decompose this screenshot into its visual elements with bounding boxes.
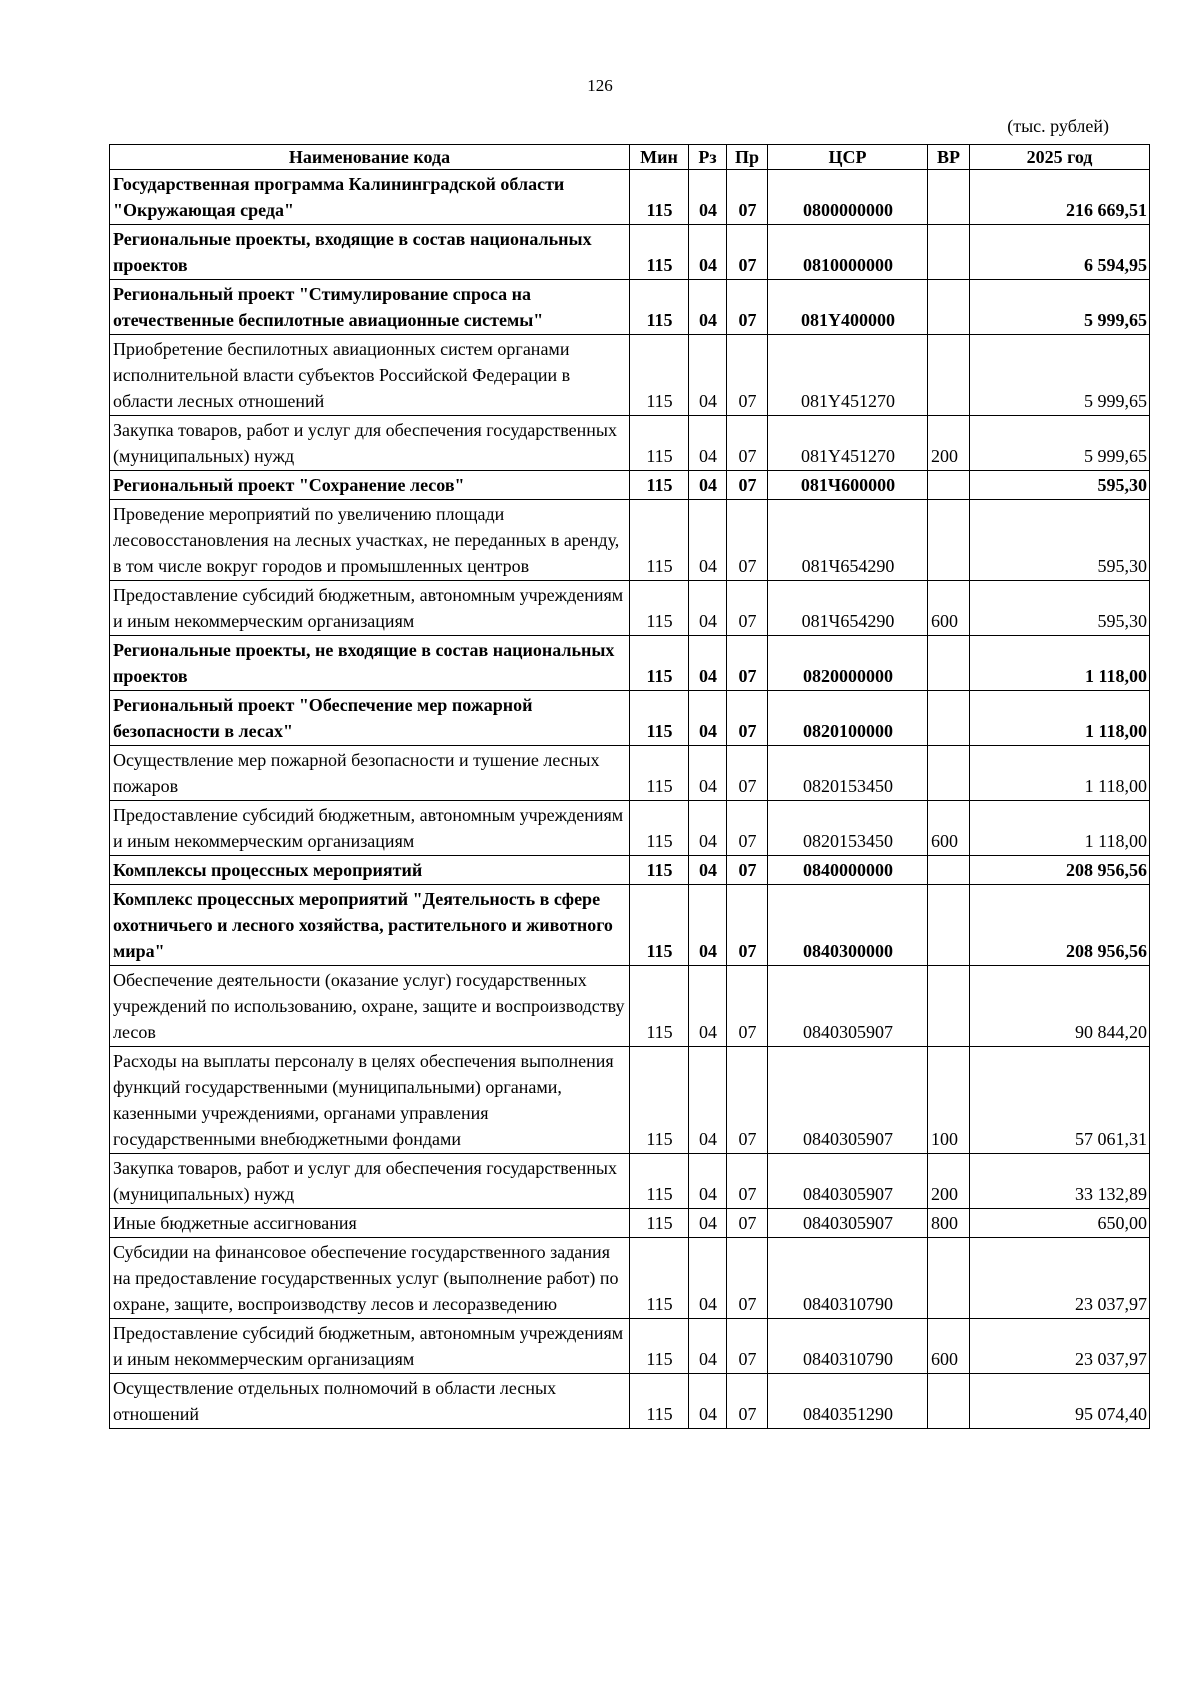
cell-amount: 1 118,00 xyxy=(970,636,1150,691)
cell-pr: 07 xyxy=(727,1154,768,1209)
cell-csr: 0820000000 xyxy=(768,636,928,691)
cell-csr: 081Ч654290 xyxy=(768,581,928,636)
cell-rz: 04 xyxy=(689,636,727,691)
cell-name: Региональные проекты, не входящие в состав национальных проектов xyxy=(110,636,630,691)
cell-amount: 1 118,00 xyxy=(970,691,1150,746)
units-note: (тыс. рублей) xyxy=(1007,116,1109,136)
cell-pr: 07 xyxy=(727,1374,768,1429)
cell-amount: 208 956,56 xyxy=(970,856,1150,885)
table-row xyxy=(110,416,1150,471)
cell-vr: 200 xyxy=(928,416,970,471)
cell-min: 115 xyxy=(630,746,689,801)
cell-amount: 95 074,40 xyxy=(970,1374,1150,1429)
cell-pr: 07 xyxy=(727,885,768,966)
cell-amount: 595,30 xyxy=(970,471,1150,500)
cell-rz: 04 xyxy=(689,1047,727,1154)
table-row xyxy=(110,885,1150,966)
cell-name: Закупка товаров, работ и услуг для обеспечения государственных (муниципальных) нужд xyxy=(110,416,630,471)
cell-name: Предоставление субсидий бюджетным, автономным учреждениям и иным некоммерческим организациям xyxy=(110,581,630,636)
cell-name: Осуществление отдельных полномочий в области лесных отношений xyxy=(110,1374,630,1429)
cell-amount: 5 999,65 xyxy=(970,280,1150,335)
table-row xyxy=(110,170,1150,225)
table-row xyxy=(110,856,1150,885)
table-row xyxy=(110,225,1150,280)
cell-pr: 07 xyxy=(727,335,768,416)
cell-csr: 081Ч654290 xyxy=(768,500,928,581)
cell-name: Комплексы процессных мероприятий xyxy=(110,856,630,885)
cell-min: 115 xyxy=(630,1374,689,1429)
page-number: 126 xyxy=(587,76,613,95)
cell-pr: 07 xyxy=(727,225,768,280)
table-header-row xyxy=(110,145,1150,170)
cell-rz: 04 xyxy=(689,1319,727,1374)
table-row xyxy=(110,1374,1150,1429)
table-row xyxy=(110,500,1150,581)
table-row xyxy=(110,471,1150,500)
cell-csr: 0810000000 xyxy=(768,225,928,280)
cell-vr: 600 xyxy=(928,1319,970,1374)
cell-name: Государственная программа Калининградской области "Окружающая среда" xyxy=(110,170,630,225)
cell-csr: 0820100000 xyxy=(768,691,928,746)
cell-pr: 07 xyxy=(727,691,768,746)
table-row xyxy=(110,1319,1150,1374)
cell-rz: 04 xyxy=(689,500,727,581)
cell-csr: 0840305907 xyxy=(768,1154,928,1209)
cell-min: 115 xyxy=(630,966,689,1047)
cell-name: Осуществление мер пожарной безопасности и тушение лесных пожаров xyxy=(110,746,630,801)
cell-csr: 0840000000 xyxy=(768,856,928,885)
cell-amount: 57 061,31 xyxy=(970,1047,1150,1154)
cell-vr xyxy=(928,280,970,335)
table-row xyxy=(110,1154,1150,1209)
cell-vr: 800 xyxy=(928,1209,970,1238)
cell-csr: 0840305907 xyxy=(768,1047,928,1154)
cell-name: Региональный проект "Стимулирование спроса на отечественные беспилотные авиационные системы" xyxy=(110,280,630,335)
cell-pr: 07 xyxy=(727,1238,768,1319)
cell-name: Региональный проект "Обеспечение мер пожарной безопасности в лесах" xyxy=(110,691,630,746)
cell-csr: 081Y451270 xyxy=(768,416,928,471)
cell-min: 115 xyxy=(630,885,689,966)
cell-csr: 0840310790 xyxy=(768,1238,928,1319)
table-row xyxy=(110,1047,1150,1154)
cell-min: 115 xyxy=(630,335,689,416)
table-row xyxy=(110,335,1150,416)
cell-rz: 04 xyxy=(689,966,727,1047)
table-row xyxy=(110,1209,1150,1238)
header-csr: ЦСР xyxy=(768,145,928,170)
cell-min: 115 xyxy=(630,225,689,280)
cell-name: Комплекс процессных мероприятий "Деятельность в сфере охотничьего и лесного хозяйства, растительного и животного мира" xyxy=(110,885,630,966)
header-vr: ВР xyxy=(928,145,970,170)
cell-rz: 04 xyxy=(689,691,727,746)
cell-rz: 04 xyxy=(689,856,727,885)
cell-amount: 1 118,00 xyxy=(970,801,1150,856)
table-row xyxy=(110,746,1150,801)
cell-pr: 07 xyxy=(727,636,768,691)
cell-pr: 07 xyxy=(727,966,768,1047)
cell-rz: 04 xyxy=(689,1154,727,1209)
cell-csr: 081Ч600000 xyxy=(768,471,928,500)
cell-pr: 07 xyxy=(727,471,768,500)
cell-amount: 23 037,97 xyxy=(970,1319,1150,1374)
table-row xyxy=(110,280,1150,335)
cell-min: 115 xyxy=(630,500,689,581)
cell-min: 115 xyxy=(630,416,689,471)
cell-vr xyxy=(928,966,970,1047)
cell-min: 115 xyxy=(630,581,689,636)
cell-min: 115 xyxy=(630,1319,689,1374)
cell-name: Предоставление субсидий бюджетным, автономным учреждениям и иным некоммерческим организациям xyxy=(110,801,630,856)
cell-vr xyxy=(928,335,970,416)
cell-rz: 04 xyxy=(689,280,727,335)
table-row xyxy=(110,691,1150,746)
cell-csr: 0840351290 xyxy=(768,1374,928,1429)
cell-rz: 04 xyxy=(689,225,727,280)
cell-amount: 216 669,51 xyxy=(970,170,1150,225)
cell-pr: 07 xyxy=(727,500,768,581)
cell-min: 115 xyxy=(630,170,689,225)
cell-rz: 04 xyxy=(689,746,727,801)
table-row xyxy=(110,801,1150,856)
cell-name: Приобретение беспилотных авиационных систем органами исполнительной власти субъектов Российской Федерации в области лесных отношений xyxy=(110,335,630,416)
cell-pr: 07 xyxy=(727,416,768,471)
cell-csr: 0840300000 xyxy=(768,885,928,966)
cell-vr xyxy=(928,746,970,801)
cell-csr: 0840305907 xyxy=(768,966,928,1047)
cell-min: 115 xyxy=(630,1154,689,1209)
cell-rz: 04 xyxy=(689,1374,727,1429)
cell-rz: 04 xyxy=(689,471,727,500)
cell-amount: 23 037,97 xyxy=(970,1238,1150,1319)
header-pr: Пр xyxy=(727,145,768,170)
cell-vr xyxy=(928,691,970,746)
cell-name: Субсидии на финансовое обеспечение государственного задания на предоставление государственных услуг (выполнение работ) по охране, защите, воспроизводству лесов и лесоразведению xyxy=(110,1238,630,1319)
cell-amount: 1 118,00 xyxy=(970,746,1150,801)
cell-amount: 5 999,65 xyxy=(970,416,1150,471)
cell-name: Иные бюджетные ассигнования xyxy=(110,1209,630,1238)
cell-pr: 07 xyxy=(727,581,768,636)
cell-vr: 200 xyxy=(928,1154,970,1209)
cell-min: 115 xyxy=(630,1209,689,1238)
cell-pr: 07 xyxy=(727,170,768,225)
table-body xyxy=(110,170,1150,1429)
cell-rz: 04 xyxy=(689,1209,727,1238)
cell-amount: 90 844,20 xyxy=(970,966,1150,1047)
cell-name: Предоставление субсидий бюджетным, автономным учреждениям и иным некоммерческим организациям xyxy=(110,1319,630,1374)
cell-rz: 04 xyxy=(689,581,727,636)
cell-vr xyxy=(928,225,970,280)
table-row xyxy=(110,966,1150,1047)
cell-amount: 5 999,65 xyxy=(970,335,1150,416)
cell-vr xyxy=(928,500,970,581)
cell-min: 115 xyxy=(630,636,689,691)
cell-name: Региональные проекты, входящие в состав национальных проектов xyxy=(110,225,630,280)
cell-pr: 07 xyxy=(727,1047,768,1154)
cell-vr xyxy=(928,170,970,225)
cell-name: Региональный проект "Сохранение лесов" xyxy=(110,471,630,500)
budget-table xyxy=(109,144,1150,1429)
cell-rz: 04 xyxy=(689,335,727,416)
cell-csr: 081Y400000 xyxy=(768,280,928,335)
table-row xyxy=(110,1238,1150,1319)
cell-min: 115 xyxy=(630,1238,689,1319)
cell-name: Обеспечение деятельности (оказание услуг) государственных учреждений по использованию, охране, защите и воспроизводству лесов xyxy=(110,966,630,1047)
cell-min: 115 xyxy=(630,856,689,885)
cell-min: 115 xyxy=(630,280,689,335)
cell-pr: 07 xyxy=(727,1319,768,1374)
cell-pr: 07 xyxy=(727,1209,768,1238)
table-row xyxy=(110,581,1150,636)
cell-vr xyxy=(928,1238,970,1319)
cell-rz: 04 xyxy=(689,885,727,966)
cell-vr: 600 xyxy=(928,581,970,636)
cell-min: 115 xyxy=(630,1047,689,1154)
cell-pr: 07 xyxy=(727,746,768,801)
cell-vr xyxy=(928,885,970,966)
cell-amount: 595,30 xyxy=(970,581,1150,636)
cell-name: Проведение мероприятий по увеличению площади лесовосстановления на лесных участках, не переданных в аренду, в том числе вокруг городов и промышленных центров xyxy=(110,500,630,581)
cell-amount: 208 956,56 xyxy=(970,885,1150,966)
header-rz: Рз xyxy=(689,145,727,170)
cell-rz: 04 xyxy=(689,801,727,856)
cell-vr xyxy=(928,471,970,500)
cell-min: 115 xyxy=(630,691,689,746)
cell-pr: 07 xyxy=(727,801,768,856)
cell-amount: 6 594,95 xyxy=(970,225,1150,280)
cell-vr xyxy=(928,856,970,885)
cell-amount: 650,00 xyxy=(970,1209,1150,1238)
cell-csr: 0840305907 xyxy=(768,1209,928,1238)
cell-vr: 600 xyxy=(928,801,970,856)
header-year: 2025 год xyxy=(970,145,1150,170)
cell-amount: 33 132,89 xyxy=(970,1154,1150,1209)
cell-min: 115 xyxy=(630,471,689,500)
cell-rz: 04 xyxy=(689,1238,727,1319)
cell-csr: 0800000000 xyxy=(768,170,928,225)
cell-vr xyxy=(928,1374,970,1429)
cell-name: Закупка товаров, работ и услуг для обеспечения государственных (муниципальных) нужд xyxy=(110,1154,630,1209)
table-row xyxy=(110,636,1150,691)
header-name: Наименование кода xyxy=(110,145,630,170)
cell-csr: 0840310790 xyxy=(768,1319,928,1374)
cell-vr: 100 xyxy=(928,1047,970,1154)
header-min: Мин xyxy=(630,145,689,170)
cell-min: 115 xyxy=(630,801,689,856)
cell-amount: 595,30 xyxy=(970,500,1150,581)
cell-csr: 081Y451270 xyxy=(768,335,928,416)
cell-csr: 0820153450 xyxy=(768,746,928,801)
cell-vr xyxy=(928,636,970,691)
cell-name: Расходы на выплаты персоналу в целях обеспечения выполнения функций государственными (муниципальными) органами, казенными учреждениями, органами управления государственными внебюджетными фондами xyxy=(110,1047,630,1154)
cell-pr: 07 xyxy=(727,856,768,885)
cell-rz: 04 xyxy=(689,416,727,471)
cell-csr: 0820153450 xyxy=(768,801,928,856)
cell-rz: 04 xyxy=(689,170,727,225)
cell-pr: 07 xyxy=(727,280,768,335)
